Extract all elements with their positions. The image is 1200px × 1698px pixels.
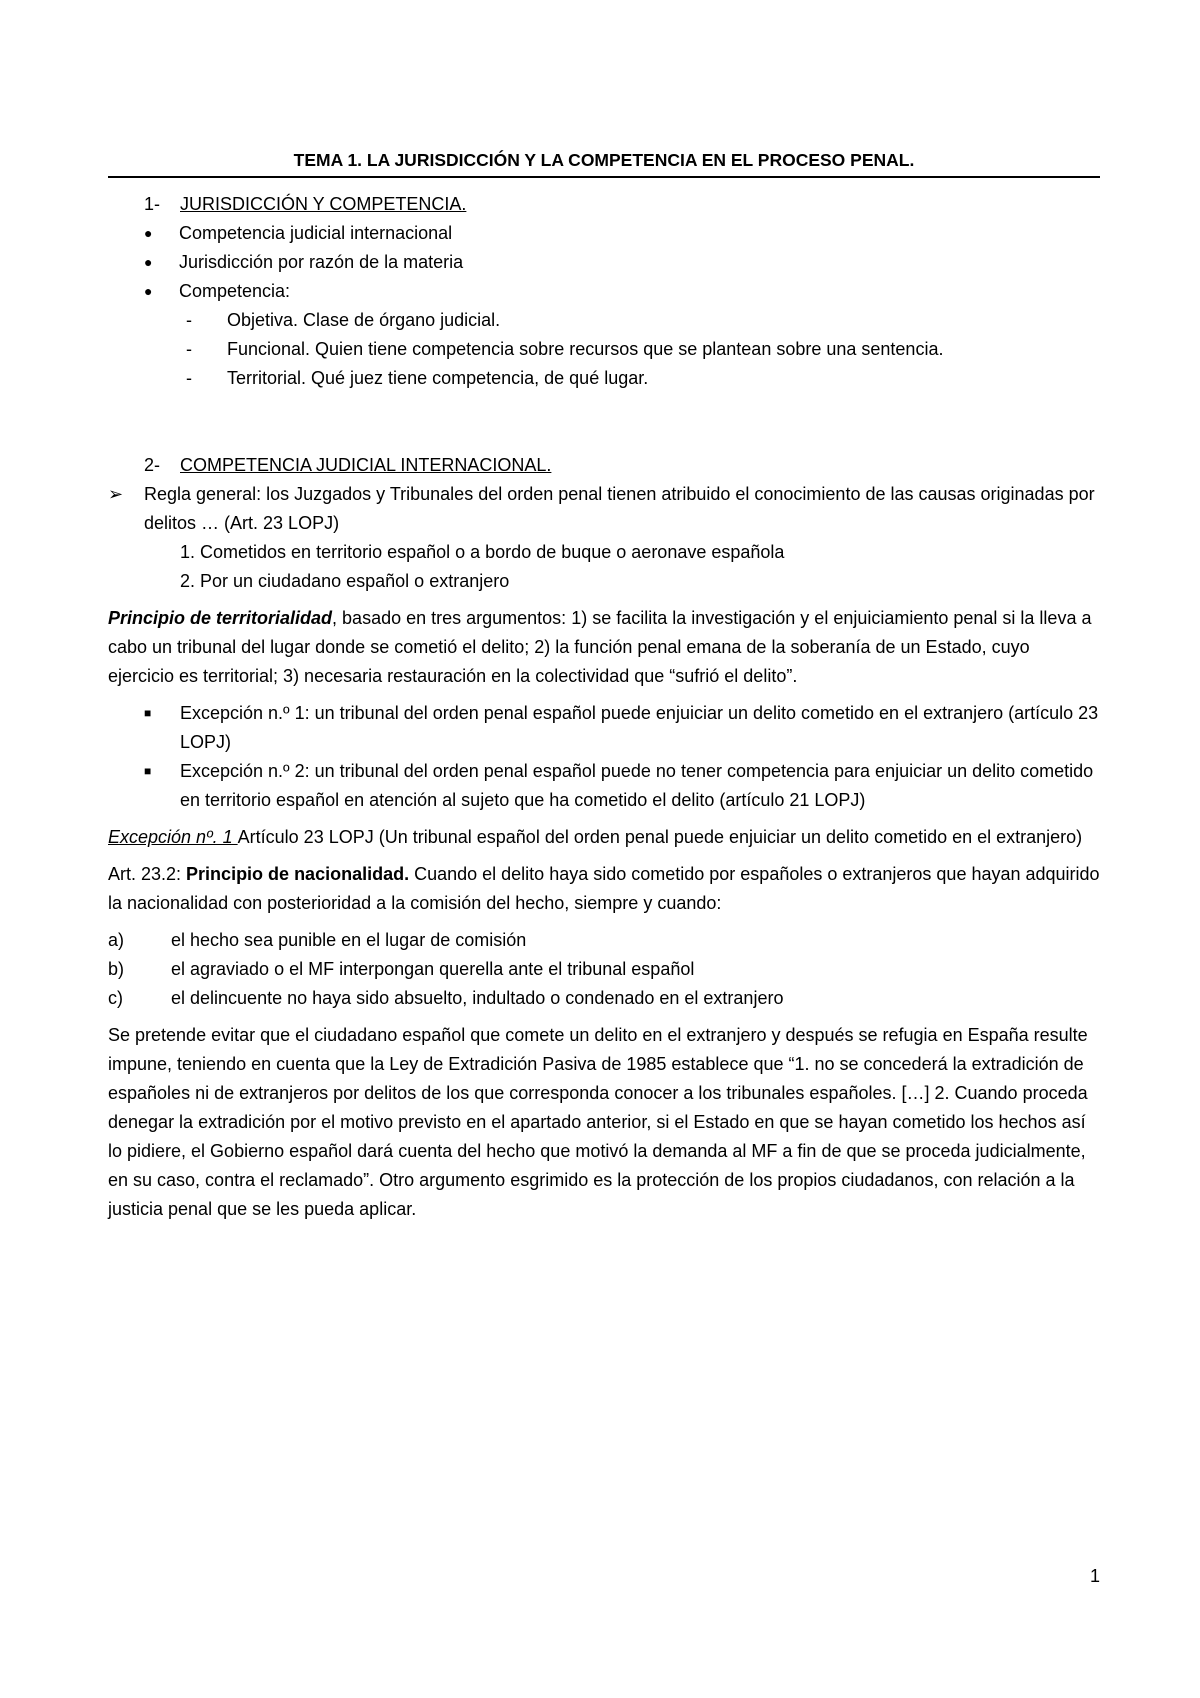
exception-1-text: Artículo 23 LOPJ (Un tribunal español del orden penal puede enjuiciar un delito cometido en el extranjero)	[237, 827, 1083, 847]
list-item-text: Territorial. Qué juez tiene competencia, de qué lugar.	[227, 368, 649, 388]
condition-marker: a)	[108, 930, 125, 950]
bullet-icon: ●	[144, 225, 153, 241]
list-item	[108, 248, 1100, 277]
section-title: JURISDICCIÓN Y COMPETENCIA.	[180, 194, 467, 214]
general-rule-text: Regla general: los Juzgados y Tribunales del orden penal tienen atribuido el conocimiento de las causas originadas por delitos … (Art. 23 LOPJ)	[144, 484, 1095, 533]
condition-text: el agraviado o el MF interpongan querella ante el tribunal español	[171, 959, 695, 979]
section-number: 2-	[144, 455, 161, 475]
condition-marker: c)	[108, 988, 123, 1008]
territoriality-paragraph	[108, 604, 1100, 691]
list-item	[108, 364, 1100, 393]
nationality-text: Cuando el delito haya sido cometido por españoles o extranjeros que hayan adquirido la nacionalidad con posterioridad a la comisión del hecho, siempre y cuando:	[108, 864, 1100, 913]
arrow-bullet-icon: ➢	[108, 484, 124, 504]
square-bullet-icon: ■	[144, 706, 152, 720]
condition-text: el hecho sea punible en el lugar de comisión	[171, 930, 527, 950]
list-item	[108, 306, 1100, 335]
principle-term: Principio de nacionalidad.	[186, 864, 410, 884]
dash-icon: -	[186, 339, 192, 359]
square-bullet-icon: ■	[144, 764, 152, 778]
condition-item	[108, 955, 1100, 984]
list-item: 1. Cometidos en territorio español o a bordo de buque o aeronave española	[180, 542, 785, 562]
list-item	[108, 219, 1100, 248]
list-item	[108, 277, 1100, 306]
general-rule	[108, 480, 1100, 538]
list-item: 2. Por un ciudadano español o extranjero	[180, 571, 510, 591]
list-item-text: Competencia:	[179, 281, 291, 301]
closing-paragraph: Se pretende evitar que el ciudadano español que comete un delito en el extranjero y después se refugia en España resulte impune, teniendo en cuenta que la Ley de Extradición Pasiva de 1985 establece que “1. no se concederá la extradición de españoles ni de extranjeros por delitos de los que corresponda conocer a los tribunales españoles. […] 2. Cuando proceda denegar la extradición por el motivo previsto en el apartado anterior, si el Estado en que se hayan cometido los hechos así lo pidiere, el Gobierno español dará cuenta del hecho que motivó la demanda al MF a fin de que se proceda judicialmente, en su caso, contra el reclamado”. Otro argumento esgrimido es la protección de los propios ciudadanos, con relación a la justicia penal que se les pueda aplicar.	[108, 1025, 1088, 1219]
principle-term: Principio de territorialidad	[108, 608, 333, 628]
list-item-text: Funcional. Quien tiene competencia sobre recursos que se plantean sobre una sentencia.	[227, 339, 944, 359]
list-item-text: Objetiva. Clase de órgano judicial.	[227, 310, 501, 330]
bullet-icon: ●	[144, 254, 153, 270]
section-number: 1-	[144, 194, 161, 214]
nationality-paragraph	[108, 860, 1100, 918]
exception-1-paragraph	[108, 823, 1100, 852]
exception-text: Excepción n.º 2: un tribunal del orden penal español puede no tener competencia para enjuiciar un delito cometido en territorio español en atención al sujeto que ha cometido el delito (artículo 21 LOPJ)	[180, 761, 1094, 810]
condition-text: el delincuente no haya sido absuelto, indultado o condenado en el extranjero	[171, 988, 784, 1008]
page-title: TEMA 1. LA JURISDICCIÓN Y LA COMPETENCIA EN EL PROCESO PENAL.	[108, 146, 1100, 178]
dash-icon: -	[186, 310, 192, 330]
spacer	[108, 393, 1100, 451]
exception-label: Excepción nº. 1	[108, 827, 238, 847]
exception-item	[108, 757, 1100, 815]
condition-marker: b)	[108, 959, 125, 979]
list-item-text: Jurisdicción por razón de la materia	[179, 252, 464, 272]
section-1-heading	[108, 190, 1100, 219]
condition-item	[108, 984, 1100, 1013]
exception-item	[108, 699, 1100, 757]
bullet-icon: ●	[144, 283, 153, 299]
condition-item	[108, 926, 1100, 955]
page-content	[108, 146, 1100, 1224]
principle-text: , basado en tres argumentos: 1) se facilita la investigación y el enjuiciamiento penal si la lleva a cabo un tribunal del lugar donde se cometió el delito; 2) la función penal emana de la soberanía de un Estado, cuyo ejercicio es territorial; 3) necesaria restauración en la colectividad que “sufrió el delito”.	[108, 608, 1092, 686]
section-title: COMPETENCIA JUDICIAL INTERNACIONAL.	[180, 455, 552, 475]
list-item	[108, 335, 1100, 364]
page-number: 1	[1089, 1566, 1100, 1586]
dash-icon: -	[186, 368, 192, 388]
list-item-text: Competencia judicial internacional	[179, 223, 453, 243]
section-2-heading	[108, 451, 1100, 480]
exception-text: Excepción n.º 1: un tribunal del orden penal español puede enjuiciar un delito cometido en el extranjero (artículo 23 LOPJ)	[180, 703, 1099, 752]
article-ref: Art. 23.2:	[108, 864, 187, 884]
